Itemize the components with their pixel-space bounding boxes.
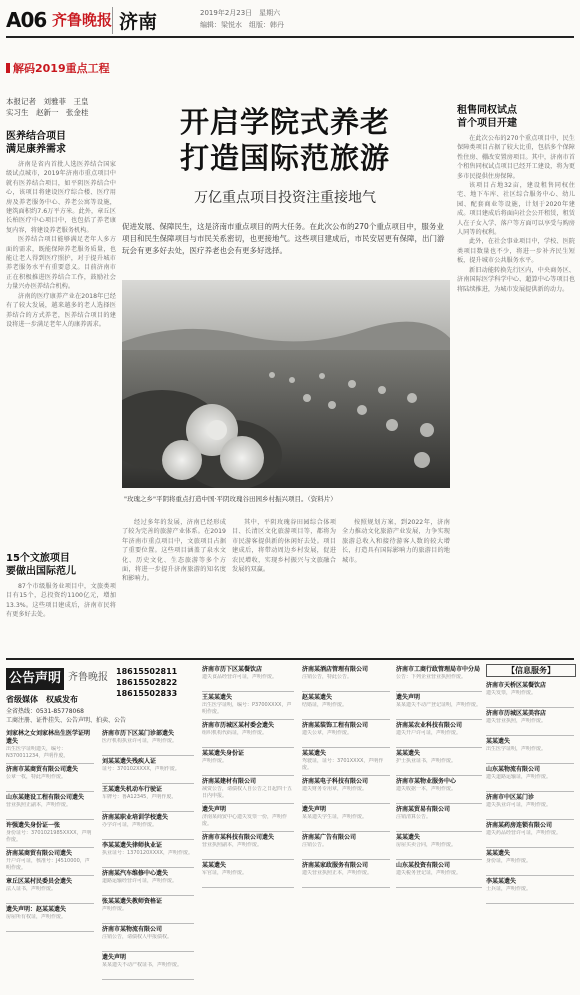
headline-line: 打造国际范旅游 (179, 141, 390, 175)
classified-ad (486, 680, 574, 708)
classified-ad (202, 776, 294, 804)
left-column (6, 130, 116, 329)
classified-ad (302, 748, 390, 776)
editor-credits: 编辑：梁悦水 组版：韩丹 (200, 21, 284, 29)
notice-hotline: 全省热线：0531-85778068 (6, 708, 84, 715)
article-headline (120, 104, 450, 176)
ad-title: 济南某电子科技有限公司 (302, 778, 369, 785)
classified-ad (102, 812, 194, 840)
ad-body: 执业证号：1370120XXXX，声明作废。 (102, 850, 193, 856)
rose-field-photo (122, 280, 450, 488)
classified-ad (6, 876, 94, 904)
ad-body: 遗失收据一本，声明作废。 (396, 786, 457, 792)
column-tag-bar (6, 63, 10, 73)
header-rule (6, 36, 574, 38)
ad-body: 注销公告。 (302, 842, 328, 848)
ad-title: 济南市中区某门诊 (486, 794, 535, 801)
classified-ad (102, 868, 194, 896)
classified-ad (302, 832, 390, 860)
classified-ad (302, 692, 390, 720)
middle-column-3 (342, 518, 450, 565)
ad-column-1 (6, 728, 94, 932)
classified-ad (486, 736, 574, 764)
body-paragraph: 济南是省内首批人选医养结合国家级试点城市，2019年济南市重点项目中就有医养结合项目，如平阴医养结合中心，该项目将建设医疗综合楼、医疗用房及养老服务中心、养老公寓等设施，建筑面积约7.6万平方米。此外，章丘区长柏医疗中心项目中，也包括了养老康复内容，将建设养老服务机构。 (6, 161, 116, 234)
ad-title: 济南某药房连锁有限公司 (486, 822, 553, 829)
ad-title: 某某遗失 (486, 738, 511, 745)
classified-ad (396, 692, 482, 720)
right-column (457, 104, 575, 294)
phone-number: 18615502822 (116, 678, 178, 687)
ad-body: 遗失开户许可证，声明作废。 (396, 730, 462, 736)
ad-column-3 (202, 664, 294, 888)
classified-ad (396, 776, 482, 804)
ad-title: 济南市历城区某美容店 (486, 710, 547, 717)
ad-body: 营业执照正副本，声明作废。 (6, 802, 72, 808)
classified-ad (396, 748, 482, 776)
ad-body: 遗失税务登记证，声明作废。 (396, 870, 462, 876)
ad-title: 济南市某物流有限公司 (102, 926, 163, 933)
classified-ad (396, 832, 482, 860)
ad-body: 军官证，声明作废。 (202, 870, 248, 876)
classified-ads (6, 664, 574, 990)
left-heading (6, 130, 116, 156)
notice-brand: 齐鲁晚报 (68, 672, 108, 683)
notice-banner (6, 664, 196, 724)
ad-title: 济南某广告有限公司 (302, 834, 357, 841)
ad-title: 济南某家政服务有限公司 (302, 862, 369, 869)
classified-ad (102, 924, 194, 952)
phone-number: 18615502833 (116, 689, 178, 698)
ad-body: 济南某商贸中心遗失发票一份，声明作废。 (202, 814, 288, 827)
ad-title: 李某某遗失 (486, 878, 517, 885)
classified-ad (202, 664, 294, 692)
classified-ad (102, 840, 194, 868)
ad-body: 房屋买卖合同，声明作废。 (396, 842, 457, 848)
classified-ad (396, 860, 482, 888)
ad-title: 某某遗失 (396, 750, 421, 757)
ad-title: 某某遗失 (486, 850, 511, 857)
ad-body: 遗失公章，声明作废。 (302, 730, 353, 736)
ad-body: 士兵证，声明作废。 (486, 886, 532, 892)
notice-phones (116, 666, 177, 699)
ad-body: 遗失财务专用章，声明作废。 (302, 786, 368, 792)
classified-ad (202, 692, 294, 720)
notice-slogan: 省级媒体 权威发布 (6, 695, 78, 704)
ad-body: 出生医学证明，声明作废。 (486, 746, 547, 752)
classified-ad (486, 708, 574, 736)
ad-body: 出生医学证明，编号：P3700XXXX，声明作废。 (202, 702, 292, 715)
ad-column-2 (102, 728, 194, 980)
body-paragraph: 经过多年的发展，济南已经形成了较为完善的旅游产业体系。在2019年济南市重点项目中，文旅项目占据了重要位置。这些项目涵盖了泉水文化、历史文化、生态旅游等多个方面，将进一步提升济南旅游的知名度和影响力。 (122, 519, 226, 583)
classified-ad (396, 804, 482, 832)
ad-body: 公章一枚，特此声明作废。 (6, 774, 67, 780)
ad-title: 济南市天桥区某餐饮店 (486, 682, 547, 689)
ad-body: 声明作废。 (102, 906, 128, 912)
ad-body: 遗失营业执照正本，声明作废。 (302, 870, 373, 876)
middle-column-2 (232, 518, 336, 574)
reporter-byline (6, 96, 116, 118)
ad-title: 某某遗失 (302, 750, 327, 757)
ad-body: 遗失药品经营许可证，声明作废。 (486, 830, 562, 836)
ad-title: 济南市历下区某餐饮店 (202, 666, 263, 673)
ad-title: 山东某建设工程有限公司遗失 (6, 794, 85, 801)
ad-body: 遗失道路运输证，声明作废。 (486, 774, 552, 780)
ad-column-4 (302, 664, 390, 888)
classified-ad (6, 728, 94, 764)
info-service-title: 【信息服务】 (486, 664, 576, 677)
ad-body: 遗失发票，声明作废。 (486, 690, 537, 696)
article-lede: 促进发展、保障民生，这是济南市重点项目的两大任务。在此次公布的270个重点项目中，服务业项目和民生保障项目与市民关系密切，也更接地气。这些项目建成后，市民安居更有保障，出门游玩会有更多好去处，医疗养老也会有更多好选择。 (122, 222, 445, 255)
classified-ad (6, 904, 94, 932)
ad-title: 赵某某遗失 (302, 694, 333, 701)
ad-title: 济南某贸易有限公司 (396, 806, 451, 813)
classified-ad (302, 664, 390, 692)
classified-ad (486, 876, 574, 904)
ad-title: 济南市某商贸有限公司遗失 (6, 766, 79, 773)
body-paragraph: 87个市级服务业项目中，文旅类项目有15个，总投资约1100亿元，增加13.3%。这些项目建成后，济南市民将有更多好去处。 (6, 583, 116, 619)
ad-title: 某某遗失 (202, 862, 227, 869)
classified-ad (202, 860, 294, 888)
ad-title: 遗失声明：赵某某遗失 (6, 906, 67, 913)
body-paragraph: 其中，平阴玫瑰谷田园综合体项目、长清区文化旅游项目等，都将为市民游客提供新的休闲好去处。项目建成后，将带动周边乡村发展，促进农民增收，实现乡村振兴与文旅融合发展的双赢。 (232, 519, 336, 574)
ad-body: 办学许可证，声明作废。 (102, 822, 158, 828)
heading-line: 满足康养需求 (6, 144, 66, 155)
ad-title: 张某某遗失教师资格证 (102, 898, 163, 905)
ad-title: 遗失声明 (202, 806, 227, 813)
body-paragraph: 该项目占地32亩，建设租售同权住宅、地下车库、社区综合服务中心、幼儿园、配套商业等设施，计划于2020年建成。项目建成后将面向社会公开租赁，租赁人在子女入学、落户等方面可以享受与购房人同等的权利。 (457, 182, 575, 237)
ad-title: 王某某遗失 (202, 694, 233, 701)
ad-title: 遗失声明 (102, 954, 127, 961)
ad-body: 法人证书，声明作废。 (6, 886, 57, 892)
body-paragraph: 此外，在社会事业项目中，学校、医院类项目数量也不少，将进一步补齐民生短板，提升城市公共服务水平。 (457, 238, 575, 265)
body-paragraph: 医养结合项目能够满足老年人多方面的需求，既能保障养老服务质量，也能让老人得到医疗照护，对于提升城市养老服务水平有重要意义。目前济南市正在积极推进医养结合工作，鼓励社会力量兴办医养结合机构。 (6, 236, 116, 291)
ad-title: 某某遗失身份证 (202, 750, 245, 757)
headline-line: 开启学院式养老 (179, 105, 390, 139)
ad-title: 济南某汽车维修中心遗失 (102, 870, 169, 877)
classified-ad (202, 832, 294, 860)
classified-ad (302, 804, 390, 832)
ad-body: 医疗机构执业许可证，声明作废。 (102, 738, 178, 744)
ad-body: 开户许可证，核准号：J4510000，声明作废。 (6, 858, 90, 871)
ad-body: 组织机构代码证，声明作废。 (202, 730, 268, 736)
ads-divider (6, 658, 574, 660)
column-tag-label: 解码2019重点工程 (13, 62, 110, 75)
classified-ad (396, 664, 482, 692)
ad-title: 山东某物流有限公司 (486, 766, 541, 773)
ad-title: 许强遗失身份证一张 (6, 822, 61, 829)
classified-ad (6, 820, 94, 848)
reporter-line: 实习生 赵新一 张金桂 (6, 108, 89, 117)
ad-title: 济南某商贸有限公司遗失 (6, 850, 73, 857)
classified-ad (486, 848, 574, 876)
ad-title: 遗失声明 (396, 694, 421, 701)
ad-body: 证号：370102XXXX，声明作废。 (102, 766, 180, 772)
classified-ad (102, 896, 194, 924)
ad-body: 出生医学证明遗失，编号：N370011234，声明作废。 (6, 746, 69, 759)
ad-body: 遗失执业许可证，声明作废。 (486, 802, 552, 808)
ad-body: 注销公告，特此公告。 (302, 674, 353, 680)
phone-number: 18615502811 (116, 667, 178, 676)
body-paragraph: 按照规划方案，到2022年，济南全力推动文化旅游产业发展，力争实现旅游总收入和接待游客人数的较大增长，打造具有国际影响力的旅游目的地城市。 (342, 519, 450, 564)
ad-column-5 (396, 664, 482, 888)
ad-body: 身份证，声明作废。 (486, 858, 532, 864)
heading-line: 租售同权试点 (457, 105, 517, 116)
ad-title: 刘某某遗失残疾人证 (102, 758, 157, 765)
ad-body: 减资公告，请债权人自公告之日起四十五日内申报。 (202, 786, 293, 799)
classified-ad (302, 776, 390, 804)
ad-column-6 (486, 680, 574, 904)
ad-body: 某某遗失不动产登记证明，声明作废。 (396, 702, 482, 708)
ad-title: 济南某职业培训学校遗失 (102, 814, 169, 821)
ad-title: 王某遗失机动车行驶证 (102, 786, 163, 793)
heading-line: 医养结合项目 (6, 131, 66, 142)
classified-ad (396, 720, 482, 748)
ad-body: 身份证号：3701021985XXXX，声明作废。 (6, 830, 92, 843)
classified-ad (6, 848, 94, 876)
ad-title: 济南某农业科技有限公司 (396, 722, 463, 729)
heading-line: 要做出国际范儿 (6, 566, 76, 577)
heading-line: 首个项目开建 (457, 118, 517, 129)
article-subtitle: 万亿重点项目投资注重接地气 (194, 190, 376, 206)
ad-body: 营业执照副本，声明作废。 (202, 842, 263, 848)
ad-body: 驾驶证，证号：3701XXXX，声明作废。 (302, 758, 384, 771)
left-heading-2 (6, 552, 116, 578)
classified-ad (102, 728, 194, 756)
issue-date: 2019年2月23日 星期六 (200, 9, 281, 17)
body-paragraph: 济南的医疗康养产业在2018年已经有了较大发展，越来越多的老人选择医养结合的方式养老，医养结合项目的建设将进一步满足老年人的康养需求。 (6, 292, 116, 328)
ad-title: 章丘区某村民委员会遗失 (6, 878, 73, 885)
section-title: 济南 (112, 7, 157, 34)
ad-body: 护士执业证书，声明作废。 (396, 758, 457, 764)
classified-ad (202, 804, 294, 832)
ad-body: 声明作废。 (202, 758, 228, 764)
classified-ad (486, 792, 574, 820)
body-paragraph: 新旧动能转换先行区内，中央商务区、济南国际医学科学中心、超算中心等项目也将陆续推进，为城市发展提供新的动力。 (457, 266, 575, 293)
ad-title: 某某遗失 (396, 834, 421, 841)
page-header (0, 0, 580, 34)
ad-title: 济南市历城区某村委会遗失 (202, 722, 275, 729)
ad-body: 结婚证，声明作废。 (302, 702, 348, 708)
ad-body: 道路运输经营许可证，声明作废。 (102, 878, 178, 884)
reporter-line: 本报记者 刘雅菲 王皇 (6, 97, 89, 106)
newspaper-brand: 齐鲁晚报 (52, 11, 113, 29)
ad-title: 济南某建材有限公司 (202, 778, 257, 785)
classified-ad (102, 784, 194, 812)
ad-title: 刘家林之女刘家林出生医学证明遗失 (6, 730, 91, 745)
ad-body: 遗失食品经营许可证，声明作废。 (202, 674, 278, 680)
ad-body: 房屋所有权证，声明作废。 (6, 914, 67, 920)
ad-title: 济南某酒店管理有限公司 (302, 666, 369, 673)
classified-ad (6, 792, 94, 820)
ad-title: 济南市工商行政管理局市中分局 (396, 666, 481, 673)
classified-ad (486, 764, 574, 792)
ad-body: 公告：下列企业营业执照作废。 (396, 674, 467, 680)
ad-body: 遗失营业执照，声明作废。 (486, 718, 547, 724)
notice-business: 工商注册、证件挂失、公告声明、拍卖、公告 (6, 717, 127, 724)
ad-title: 济南市某物业服务中心 (396, 778, 457, 785)
photo-caption: "玫瑰之乡"平阴将重点打造中国·平阴玫瑰谷田园乡村振兴项目。（资料片） (124, 495, 337, 503)
ad-title: 山东某投资有限公司 (396, 862, 451, 869)
classified-ad (302, 860, 390, 888)
notice-title: 公告声明 (6, 668, 64, 690)
classified-ad (102, 756, 194, 784)
classified-ad (102, 952, 194, 980)
ad-title: 济南市历下区某门诊部遗失 (102, 730, 175, 737)
column-tag (6, 60, 110, 76)
left-section-2 (6, 552, 116, 620)
ad-title: 济南某装饰工程有限公司 (302, 722, 369, 729)
right-heading (457, 104, 575, 130)
ad-body: 注销清算公告。 (396, 814, 432, 820)
body-paragraph: 在此次公布的270个重点项目中，民生保障类项目占据了较大比重，包括多个保障性住房、棚改安置房项目。其中，济南市首个租售同权试点项目已经开工建设，将为更多市民提供住房保障。 (457, 135, 575, 180)
classified-ad (302, 720, 390, 748)
classified-ad (6, 764, 94, 792)
ad-body: 车牌号：鲁A12345，声明作废。 (102, 794, 177, 800)
heading-line: 15个文旅项目 (6, 553, 70, 564)
ad-body: 某某遗失学生证，声明作废。 (302, 814, 368, 820)
ad-body: 某某遗失不动产权证书，声明作废。 (102, 962, 183, 968)
ad-title: 济南市某科技有限公司遗失 (202, 834, 275, 841)
middle-column-1 (122, 518, 226, 584)
ad-title: 李某某遗失律师执业证 (102, 842, 163, 849)
ad-title: 遗失声明 (302, 806, 327, 813)
ad-body: 注销公告，请债权人申报债权。 (102, 934, 173, 940)
rose-field-illustration (122, 280, 450, 488)
classified-ad (202, 748, 294, 776)
classified-ad (486, 820, 574, 848)
page-number: A06 (6, 8, 47, 32)
classified-ad (202, 720, 294, 748)
